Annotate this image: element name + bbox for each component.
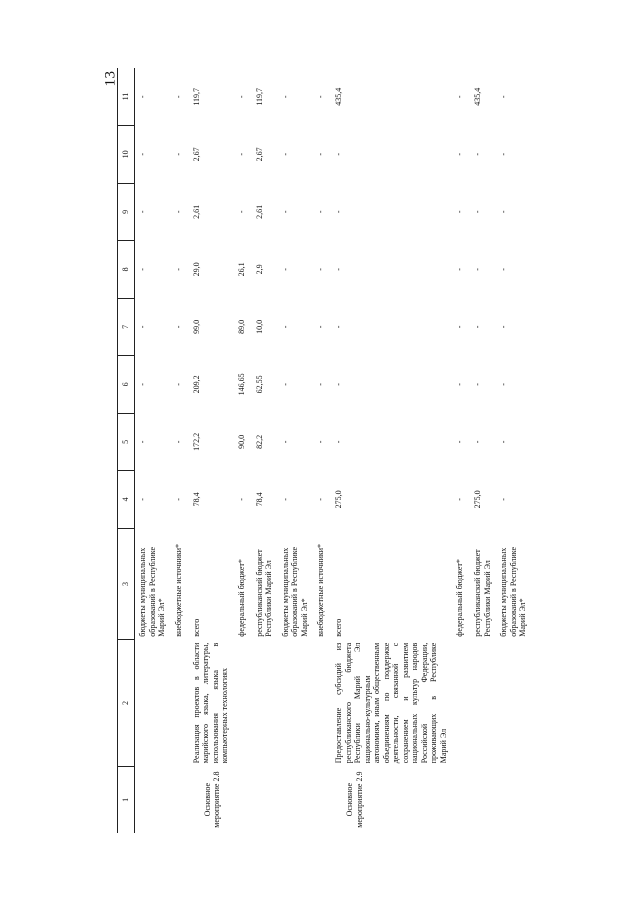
value-cell: - bbox=[499, 210, 508, 214]
value-cell: - bbox=[173, 210, 183, 214]
funding-source-cell: внебюджетные источники* bbox=[173, 543, 183, 637]
value-cell: - bbox=[473, 325, 482, 329]
value-cell: - bbox=[173, 383, 183, 386]
table-header-row bbox=[118, 68, 135, 833]
activity-description-cell bbox=[496, 640, 532, 767]
value-cell: 172,2 bbox=[191, 432, 201, 451]
value-cell: - bbox=[280, 210, 290, 214]
activity-name-cell: Основное мероприятие 2.8 bbox=[202, 771, 221, 828]
activity-name-cell bbox=[470, 766, 496, 833]
value-cell: 275,0 bbox=[334, 490, 343, 509]
value-cell: - bbox=[138, 383, 147, 386]
column-header: 6 bbox=[118, 356, 135, 414]
value-cell: - bbox=[473, 440, 482, 444]
activity-description-cell: Предоставление субсидий из республиканского бюджета Республики Марий Эл национально-культурным автономиям, иным общественным объединениям по поддержке деятельности, связанной с сохранением и развитием национальных культур народов Российской Федерации, проживающих в Республике Марий Эл bbox=[334, 642, 448, 764]
column-header: 2 bbox=[118, 640, 135, 767]
value-cell: 26,1 bbox=[236, 262, 246, 277]
value-cell: - bbox=[173, 440, 183, 444]
funding-source-cell: республиканский бюджет Республики Марий Эл bbox=[254, 549, 273, 637]
value-cell: - bbox=[316, 268, 325, 271]
value-cell: - bbox=[236, 152, 246, 156]
table-row bbox=[278, 68, 314, 833]
funding-source-cell: бюджеты муниципальных образований в Республике Марий Эл* bbox=[499, 546, 527, 637]
activity-name-cell bbox=[135, 766, 171, 833]
value-cell: - bbox=[173, 498, 183, 501]
value-cell: 62,55 bbox=[254, 375, 264, 394]
value-cell: - bbox=[280, 440, 290, 444]
value-cell: - bbox=[334, 383, 343, 386]
value-cell: - bbox=[455, 152, 464, 156]
value-cell: - bbox=[334, 325, 343, 329]
table-body bbox=[135, 68, 532, 833]
value-cell: - bbox=[316, 440, 325, 444]
value-cell: 2,61 bbox=[254, 204, 264, 219]
activity-description-cell bbox=[313, 640, 331, 767]
value-cell: - bbox=[280, 95, 290, 99]
value-cell: - bbox=[173, 268, 183, 271]
value-cell: 78,4 bbox=[191, 492, 201, 507]
value-cell: - bbox=[499, 383, 508, 386]
value-cell: - bbox=[280, 383, 290, 386]
value-cell: - bbox=[316, 498, 325, 501]
value-cell: - bbox=[334, 152, 343, 156]
column-header: 5 bbox=[118, 413, 135, 471]
value-cell: 435,4 bbox=[334, 87, 343, 106]
funding-source-cell: внебюджетные источники* bbox=[316, 543, 325, 637]
value-cell: - bbox=[236, 95, 246, 99]
value-cell: 29,0 bbox=[191, 262, 201, 277]
funding-source-cell: федеральный бюджет* bbox=[455, 559, 464, 637]
value-cell: - bbox=[455, 383, 464, 386]
funding-source-cell: всего bbox=[191, 618, 201, 637]
value-cell: - bbox=[173, 95, 183, 99]
table-row bbox=[252, 68, 278, 833]
value-cell: 2,67 bbox=[254, 147, 264, 162]
value-cell: - bbox=[316, 383, 325, 386]
page-number: 13 bbox=[102, 70, 119, 87]
table-row bbox=[171, 68, 189, 833]
value-cell: 78,4 bbox=[254, 492, 264, 507]
table-row bbox=[189, 68, 234, 833]
value-cell: - bbox=[473, 383, 482, 386]
value-cell: - bbox=[455, 268, 464, 271]
activity-name-cell bbox=[313, 766, 331, 833]
value-cell: - bbox=[316, 152, 325, 156]
value-cell: - bbox=[499, 440, 508, 444]
funding-source-cell: бюджеты муниципальных образований в Республике Марий Эл* bbox=[138, 546, 166, 637]
funding-source-cell: всего bbox=[334, 618, 343, 637]
value-cell: - bbox=[236, 210, 246, 214]
value-cell: - bbox=[473, 152, 482, 156]
activity-name-cell bbox=[278, 766, 314, 833]
column-header: 1 bbox=[118, 766, 135, 833]
value-cell: 99,0 bbox=[191, 319, 201, 334]
column-header: 10 bbox=[118, 126, 135, 184]
table-row bbox=[135, 68, 171, 833]
column-header: 9 bbox=[118, 183, 135, 241]
value-cell: 89,0 bbox=[236, 319, 246, 334]
activity-description-cell bbox=[278, 640, 314, 767]
value-cell: - bbox=[455, 325, 464, 329]
value-cell: - bbox=[455, 210, 464, 214]
value-cell: - bbox=[138, 152, 147, 156]
value-cell: 2,67 bbox=[191, 147, 201, 162]
column-header: 8 bbox=[118, 241, 135, 299]
value-cell: - bbox=[280, 152, 290, 156]
value-cell: - bbox=[316, 210, 325, 214]
value-cell: - bbox=[455, 498, 464, 501]
value-cell: 275,0 bbox=[473, 490, 482, 509]
value-cell: 146,65 bbox=[236, 373, 246, 396]
funding-source-cell: федеральный бюджет* bbox=[236, 559, 246, 637]
value-cell: - bbox=[280, 498, 290, 501]
value-cell: - bbox=[499, 152, 508, 156]
value-cell: - bbox=[473, 210, 482, 214]
value-cell: 119,7 bbox=[191, 87, 201, 106]
activity-description-cell: Реализация проектов в области марийского языка, литературы, использования языка в компьютерных технологиях bbox=[191, 642, 229, 764]
activity-name-cell bbox=[171, 766, 189, 833]
activity-name-cell: Основное мероприятие 2.9 bbox=[345, 771, 364, 828]
table-row bbox=[470, 68, 496, 833]
column-header: 11 bbox=[118, 68, 135, 126]
table-row bbox=[496, 68, 532, 833]
table-row bbox=[313, 68, 331, 833]
activity-name-cell bbox=[452, 766, 470, 833]
funding-source-cell: республиканский бюджет Республики Марий Эл bbox=[473, 549, 492, 637]
value-cell: 90,0 bbox=[236, 434, 246, 449]
value-cell: 2,9 bbox=[254, 264, 264, 275]
value-cell: - bbox=[173, 325, 183, 329]
activity-name-cell bbox=[496, 766, 532, 833]
value-cell: - bbox=[316, 95, 325, 99]
value-cell: - bbox=[334, 440, 343, 444]
value-cell: 2,61 bbox=[191, 204, 201, 219]
value-cell: - bbox=[138, 498, 147, 501]
activity-name-cell bbox=[252, 766, 278, 833]
rotated-table-container bbox=[117, 68, 537, 833]
value-cell: - bbox=[138, 440, 147, 444]
value-cell: - bbox=[473, 268, 482, 271]
value-cell: 82,2 bbox=[254, 434, 264, 449]
activity-description-cell bbox=[470, 640, 496, 767]
value-cell: - bbox=[499, 498, 508, 501]
activity-description-cell bbox=[252, 640, 278, 767]
value-cell: 209,2 bbox=[191, 375, 201, 394]
activity-description-cell bbox=[171, 640, 189, 767]
activity-description-cell bbox=[135, 640, 171, 767]
value-cell: - bbox=[455, 440, 464, 444]
value-cell: - bbox=[499, 325, 508, 329]
value-cell: - bbox=[334, 268, 343, 271]
value-cell: - bbox=[138, 210, 147, 214]
column-header: 7 bbox=[118, 298, 135, 356]
value-cell: - bbox=[138, 325, 147, 329]
table-row bbox=[331, 68, 452, 833]
value-cell: - bbox=[499, 268, 508, 271]
value-cell: - bbox=[173, 152, 183, 156]
budget-table bbox=[117, 68, 532, 833]
value-cell: - bbox=[280, 325, 290, 329]
value-cell: - bbox=[236, 498, 246, 501]
table-row bbox=[452, 68, 470, 833]
funding-source-cell: бюджеты муниципальных образований в Республике Марий Эл* bbox=[280, 546, 309, 637]
value-cell: - bbox=[138, 95, 147, 99]
activity-description-cell bbox=[234, 640, 252, 767]
table-row bbox=[234, 68, 252, 833]
activity-description-cell bbox=[452, 640, 470, 767]
activity-name-cell bbox=[234, 766, 252, 833]
value-cell: - bbox=[316, 325, 325, 329]
value-cell: 10,0 bbox=[254, 319, 264, 334]
value-cell: - bbox=[499, 95, 508, 99]
column-header: 3 bbox=[118, 528, 135, 640]
value-cell: 119,7 bbox=[254, 87, 264, 106]
value-cell: - bbox=[280, 268, 290, 271]
value-cell: - bbox=[138, 268, 147, 271]
value-cell: 435,4 bbox=[473, 87, 482, 106]
value-cell: - bbox=[334, 210, 343, 214]
column-header: 4 bbox=[118, 471, 135, 529]
value-cell: - bbox=[455, 95, 464, 99]
